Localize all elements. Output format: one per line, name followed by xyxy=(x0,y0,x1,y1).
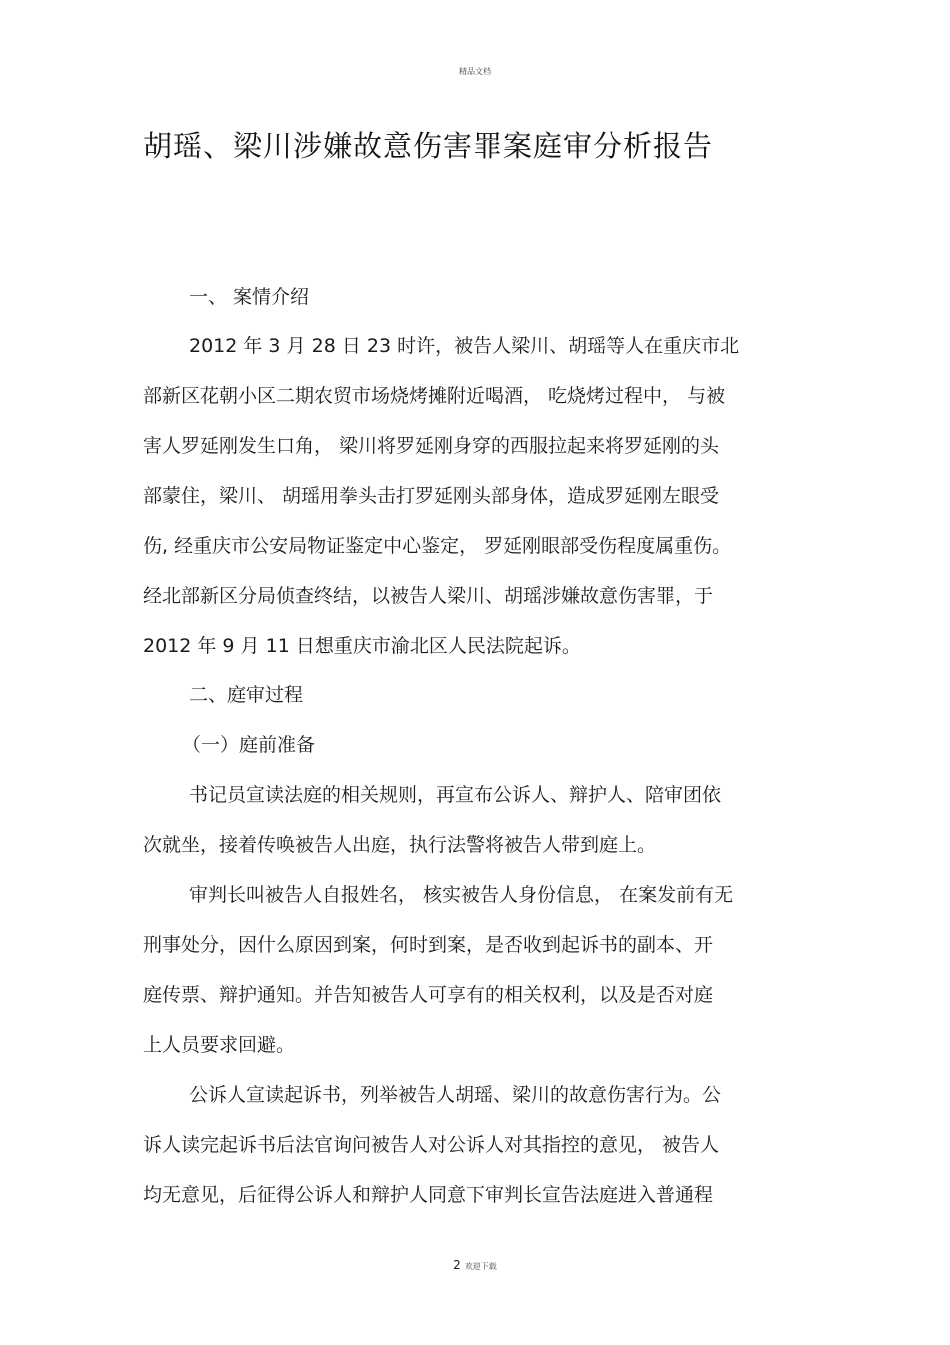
body-line: 经北部新区分局侦查终结，以被告人梁川、胡瑶涉嫌故意伤害罪，于 xyxy=(143,585,714,607)
body-line: 公诉人宣读起诉书，列举被告人胡瑶、梁川的故意伤害行为。公 xyxy=(189,1084,722,1106)
body-line: 均无意见，后征得公诉人和辩护人同意下审判长宣告法庭进入普通程 xyxy=(143,1184,714,1206)
body-line: 次就坐，接着传唤被告人出庭，执行法警将被告人带到庭上。 xyxy=(143,834,657,856)
footer-text: 欢迎下载 xyxy=(464,1262,497,1271)
body-line: 伤, 经重庆市公安局物证鉴定中心鉴定， 罗延刚眼部受伤程度属重伤。 xyxy=(143,535,732,557)
body-line: 部蒙住，梁川、 胡瑶用拳头击打罗延刚头部身体，造成罗延刚左眼受 xyxy=(143,485,720,507)
body-line: 上人员要求回避。 xyxy=(143,1034,296,1056)
body-line: 刑事处分，因什么原因到案，何时到案，是否收到起诉书的副本、开 xyxy=(143,934,714,956)
section-heading-2: 二、庭审过程 xyxy=(189,684,304,706)
body-line: 书记员宣读法庭的相关规则，再宣布公诉人、辩护人、陪审团依 xyxy=(189,784,722,806)
page-number: 2 xyxy=(453,1258,461,1272)
page-footer xyxy=(0,1258,950,1272)
page-header: 精品文档 xyxy=(459,67,491,76)
body-line: 害人罗延刚发生口角， 梁川将罗延刚身穿的西服拉起来将罗延刚的头 xyxy=(143,435,720,457)
body-line: 部新区花朝小区二期农贸市场烧烤摊附近喝酒， 吃烧烤过程中， 与被 xyxy=(143,385,726,407)
subsection-heading: （一）庭前准备 xyxy=(182,734,316,756)
section-heading-1: 一、 案情介绍 xyxy=(189,286,310,308)
body-line: 庭传票、辩护通知。并告知被告人可享有的相关权利，以及是否对庭 xyxy=(143,984,714,1006)
body-line: 2012 年 3 月 28 日 23 时许，被告人梁川、胡瑶等人在重庆市北 xyxy=(189,335,740,357)
document-title: 胡瑶、梁川涉嫌故意伤害罪案庭审分析报告 xyxy=(143,129,714,163)
body-line: 审判长叫被告人自报姓名， 核实被告人身份信息， 在案发前有无 xyxy=(189,884,734,906)
body-line: 2012 年 9 月 11 日想重庆市渝北区人民法院起诉。 xyxy=(143,635,581,657)
body-line: 诉人读完起诉书后法官询问被告人对公诉人对其指控的意见， 被告人 xyxy=(143,1134,720,1156)
